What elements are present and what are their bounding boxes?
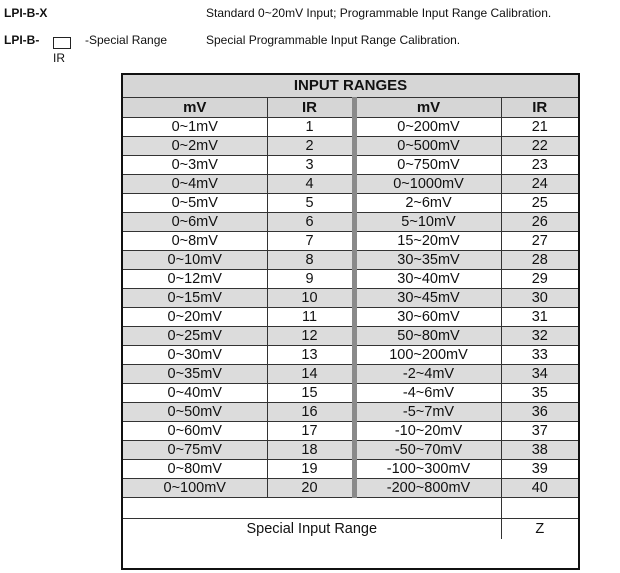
cell-ir-right: 21 (501, 117, 578, 136)
table-row (123, 136, 578, 155)
column-header-mv-right: mV (354, 97, 501, 117)
table-row-blank (123, 497, 578, 518)
cell-mv-left: 0~10mV (123, 250, 267, 269)
cell-ir-left: 8 (267, 250, 354, 269)
ir-box-label: IR (53, 51, 65, 65)
table-row (123, 478, 578, 497)
cell-ir-left: 5 (267, 193, 354, 212)
cell-ir-left: 13 (267, 345, 354, 364)
special-range-suffix: -Special Range (85, 33, 168, 47)
table-row (123, 345, 578, 364)
cell-ir-right: 23 (501, 155, 578, 174)
cell-mv-right: 0~500mV (354, 136, 501, 155)
cell-ir-right: 32 (501, 326, 578, 345)
cell-mv-left: 0~100mV (123, 478, 267, 497)
table-row (123, 155, 578, 174)
cell-ir-right: 25 (501, 193, 578, 212)
table-row (123, 250, 578, 269)
cell-mv-right: 30~35mV (354, 250, 501, 269)
cell-ir-right: 27 (501, 231, 578, 250)
table-row (123, 269, 578, 288)
special-range-label: Special Input Range (123, 518, 501, 539)
cell-mv-right: 0~1000mV (354, 174, 501, 193)
column-header-ir-right: IR (501, 97, 578, 117)
table-row (123, 231, 578, 250)
cell-ir-left: 2 (267, 136, 354, 155)
cell-mv-left: 0~3mV (123, 155, 267, 174)
cell-ir-right: 40 (501, 478, 578, 497)
table-row (123, 326, 578, 345)
cell-mv-right: 2~6mV (354, 193, 501, 212)
table-row (123, 383, 578, 402)
cell-ir-right: 38 (501, 440, 578, 459)
model-desc-standard: Standard 0~20mV Input; Programmable Input Range Calibration. (206, 6, 552, 20)
cell-mv-left: 0~35mV (123, 364, 267, 383)
cell-mv-left: 0~15mV (123, 288, 267, 307)
table-row (123, 364, 578, 383)
cell-ir-left: 17 (267, 421, 354, 440)
cell-mv-right: -200~800mV (354, 478, 501, 497)
cell-ir-left: 15 (267, 383, 354, 402)
cell-ir-right: 35 (501, 383, 578, 402)
cell-mv-left: 0~25mV (123, 326, 267, 345)
blank-cell (501, 497, 578, 518)
cell-mv-right: 50~80mV (354, 326, 501, 345)
model-code-special: LPI-B- (4, 33, 40, 47)
table-row (123, 117, 578, 136)
cell-ir-right: 37 (501, 421, 578, 440)
cell-mv-left: 0~80mV (123, 459, 267, 478)
cell-mv-left: 0~6mV (123, 212, 267, 231)
cell-ir-right: 39 (501, 459, 578, 478)
cell-ir-left: 16 (267, 402, 354, 421)
cell-ir-right: 28 (501, 250, 578, 269)
model-code-standard: LPI-B-X (4, 6, 48, 20)
table-row (123, 307, 578, 326)
column-header-mv-left: mV (123, 97, 267, 117)
table-body (123, 117, 578, 497)
table-row (123, 440, 578, 459)
cell-mv-right: -4~6mV (354, 383, 501, 402)
cell-mv-left: 0~40mV (123, 383, 267, 402)
cell-mv-left: 0~60mV (123, 421, 267, 440)
cell-mv-right: 5~10mV (354, 212, 501, 231)
cell-ir-right: 31 (501, 307, 578, 326)
cell-ir-left: 9 (267, 269, 354, 288)
cell-mv-left: 0~2mV (123, 136, 267, 155)
table-row (123, 421, 578, 440)
cell-ir-left: 18 (267, 440, 354, 459)
cell-mv-left: 0~75mV (123, 440, 267, 459)
cell-mv-right: 0~750mV (354, 155, 501, 174)
cell-ir-left: 1 (267, 117, 354, 136)
cell-ir-left: 3 (267, 155, 354, 174)
cell-ir-left: 19 (267, 459, 354, 478)
cell-ir-right: 34 (501, 364, 578, 383)
table-row (123, 459, 578, 478)
cell-ir-right: 24 (501, 174, 578, 193)
cell-ir-left: 11 (267, 307, 354, 326)
ir-code-box (53, 37, 71, 49)
table-row (123, 174, 578, 193)
table-title: INPUT RANGES (123, 75, 578, 97)
table-row (123, 212, 578, 231)
cell-mv-left: 0~30mV (123, 345, 267, 364)
cell-mv-right: -50~70mV (354, 440, 501, 459)
cell-ir-left: 12 (267, 326, 354, 345)
cell-ir-left: 4 (267, 174, 354, 193)
cell-ir-right: 30 (501, 288, 578, 307)
blank-cell (123, 497, 501, 518)
cell-mv-left: 0~8mV (123, 231, 267, 250)
cell-ir-left: 7 (267, 231, 354, 250)
table-row (123, 193, 578, 212)
model-desc-special: Special Programmable Input Range Calibration. (206, 33, 461, 47)
cell-mv-right: 30~45mV (354, 288, 501, 307)
cell-ir-left: 20 (267, 478, 354, 497)
cell-ir-right: 29 (501, 269, 578, 288)
cell-mv-right: -5~7mV (354, 402, 501, 421)
cell-mv-right: -10~20mV (354, 421, 501, 440)
special-range-code: Z (535, 520, 545, 537)
cell-mv-left: 0~12mV (123, 269, 267, 288)
table-row-special (123, 518, 578, 539)
cell-mv-right: 30~40mV (354, 269, 501, 288)
cell-mv-right: -2~4mV (354, 364, 501, 383)
cell-mv-left: 0~50mV (123, 402, 267, 421)
cell-mv-right: -100~300mV (354, 459, 501, 478)
cell-ir-right: 26 (501, 212, 578, 231)
cell-ir-left: 14 (267, 364, 354, 383)
cell-ir-left: 6 (267, 212, 354, 231)
cell-mv-left: 0~1mV (123, 117, 267, 136)
cell-ir-right: 22 (501, 136, 578, 155)
table-row (123, 288, 578, 307)
cell-mv-right: 100~200mV (354, 345, 501, 364)
cell-ir-left: 10 (267, 288, 354, 307)
cell-mv-right: 30~60mV (354, 307, 501, 326)
cell-mv-left: 0~4mV (123, 174, 267, 193)
cell-mv-left: 0~5mV (123, 193, 267, 212)
cell-mv-left: 0~20mV (123, 307, 267, 326)
cell-mv-right: 0~200mV (354, 117, 501, 136)
cell-ir-right: 36 (501, 402, 578, 421)
cell-mv-right: 15~20mV (354, 231, 501, 250)
input-ranges-table (121, 73, 580, 570)
table-row (123, 402, 578, 421)
cell-ir-right: 33 (501, 345, 578, 364)
column-header-ir-left: IR (267, 97, 354, 117)
